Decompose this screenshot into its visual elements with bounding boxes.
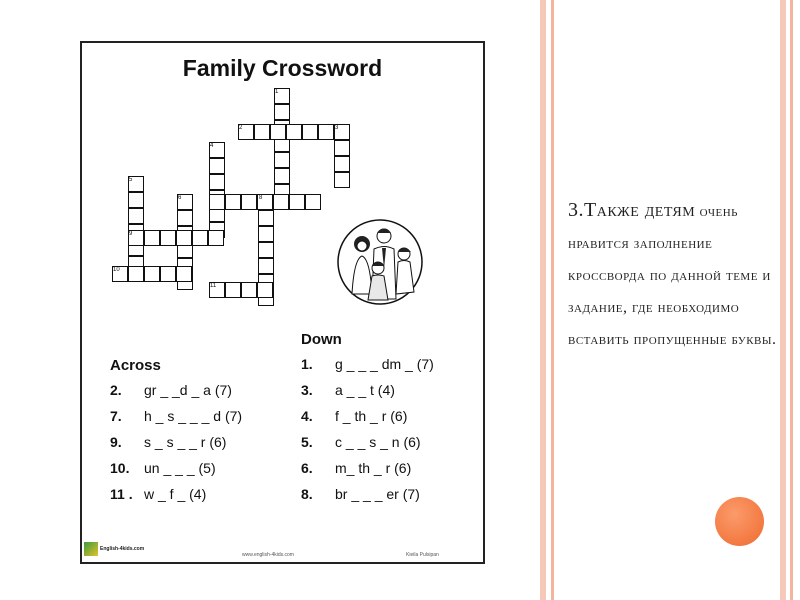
logo-icon	[84, 542, 98, 556]
clue-number: 3.	[301, 382, 313, 398]
crossword-cell	[270, 124, 286, 140]
crossword-cell	[241, 194, 257, 210]
clue-text: h _ s _ _ _ d (7)	[144, 408, 243, 424]
crossword-cell	[334, 156, 350, 172]
crossword-cell	[274, 152, 290, 168]
clue-item	[110, 408, 242, 424]
crossword-cell	[305, 194, 321, 210]
crossword-cell	[302, 124, 318, 140]
crossword-number: 11	[210, 283, 217, 289]
clue-text: c _ _ s _ n (6)	[335, 434, 421, 450]
clue-number: 7.	[110, 408, 122, 424]
crossword-cell	[254, 124, 270, 140]
clue-text: gr _ _d _ a (7)	[144, 382, 232, 398]
crossword-cell	[257, 282, 273, 298]
crossword-cell	[208, 230, 224, 246]
crossword-cell	[144, 266, 160, 282]
crossword-number: 3	[335, 125, 339, 131]
across-heading: Across	[110, 357, 161, 374]
crossword-cell	[176, 266, 192, 282]
clue-item	[301, 434, 421, 450]
crossword-cell	[258, 210, 274, 226]
decor-stripe	[790, 0, 793, 600]
crossword-number: 8	[259, 195, 263, 201]
slide-body: очень нравится заполнение кроссворда по данной теме и задание, где необходимо вставить пропущенные буквы.	[568, 203, 777, 348]
crossword-number: 9	[129, 231, 133, 237]
crossword-cell	[144, 230, 160, 246]
decor-stripe	[551, 0, 554, 600]
crossword-cell	[177, 210, 193, 226]
crossword-cell	[258, 226, 274, 242]
decor-stripe	[540, 0, 546, 600]
crossword-number: 6	[178, 195, 182, 201]
crossword-cell	[209, 194, 225, 210]
clue-text: m_ th _ r (6)	[335, 460, 412, 476]
crossword-cell	[160, 266, 176, 282]
crossword-cell	[160, 230, 176, 246]
crossword-cell	[286, 124, 302, 140]
crossword-number: 4	[210, 143, 214, 149]
crossword-cell	[273, 194, 289, 210]
crossword-cell	[176, 230, 192, 246]
clue-item	[110, 486, 206, 502]
clue-text: br _ _ _ er (7)	[335, 486, 420, 502]
crossword-number: 2	[239, 125, 243, 131]
clue-item	[110, 382, 232, 398]
crossword-cell	[241, 282, 257, 298]
crossword-cell	[225, 194, 241, 210]
crossword-number: 5	[129, 177, 133, 183]
clue-text: w _ f _ (4)	[144, 486, 207, 502]
clue-item	[301, 356, 434, 372]
clue-number: 1.	[301, 356, 313, 372]
crossword-cell	[258, 242, 274, 258]
crossword-cell	[258, 258, 274, 274]
slide-lead: 3.Также детям	[568, 199, 696, 221]
clue-number: 4.	[301, 408, 313, 424]
clue-number: 11 .	[110, 486, 133, 502]
crossword-cell	[128, 208, 144, 224]
crossword-cell	[289, 194, 305, 210]
footer-author: Kieila Pulsipan	[406, 552, 439, 558]
crossword-cell	[225, 282, 241, 298]
crossword-cell	[128, 266, 144, 282]
crossword-cell	[209, 158, 225, 174]
clue-number: 9.	[110, 434, 122, 450]
clue-item	[301, 382, 395, 398]
clue-number: 2.	[110, 382, 122, 398]
clue-text: g _ _ _ dm _ (7)	[335, 356, 434, 372]
worksheet-title: Family Crossword	[182, 55, 383, 81]
crossword-number: 10	[113, 267, 120, 273]
clue-text: a _ _ t (4)	[335, 382, 395, 398]
crossword-cell	[334, 172, 350, 188]
slide-text	[568, 194, 778, 356]
crossword-number: 1	[275, 89, 279, 95]
crossword-cell	[192, 230, 208, 246]
logo-text: English-4kids.com	[100, 546, 145, 552]
clue-item	[110, 460, 216, 476]
site-logo	[84, 540, 152, 558]
clue-item	[301, 486, 420, 502]
crossword-cell	[128, 192, 144, 208]
footer-url: www.english-4kids.com	[242, 552, 294, 558]
crossword-cell	[318, 124, 334, 140]
down-heading: Down	[301, 331, 342, 348]
clue-item	[301, 408, 407, 424]
crossword-cell	[334, 140, 350, 156]
clue-number: 8.	[301, 486, 313, 502]
clue-text: un _ _ _ (5)	[144, 460, 216, 476]
clue-number: 10.	[110, 460, 130, 476]
clue-number: 5.	[301, 434, 313, 450]
decor-stripe	[780, 0, 786, 600]
decor-orb	[715, 497, 764, 546]
clue-item	[110, 434, 226, 450]
clue-item	[301, 460, 411, 476]
crossword-cell	[274, 104, 290, 120]
clue-number: 6.	[301, 460, 313, 476]
clue-text: f _ th _ r (6)	[335, 408, 408, 424]
crossword-cell	[209, 174, 225, 190]
family-illustration	[334, 214, 426, 306]
crossword-cell	[274, 168, 290, 184]
clue-text: s _ s _ _ r (6)	[144, 434, 227, 450]
crossword-worksheet	[80, 41, 485, 564]
